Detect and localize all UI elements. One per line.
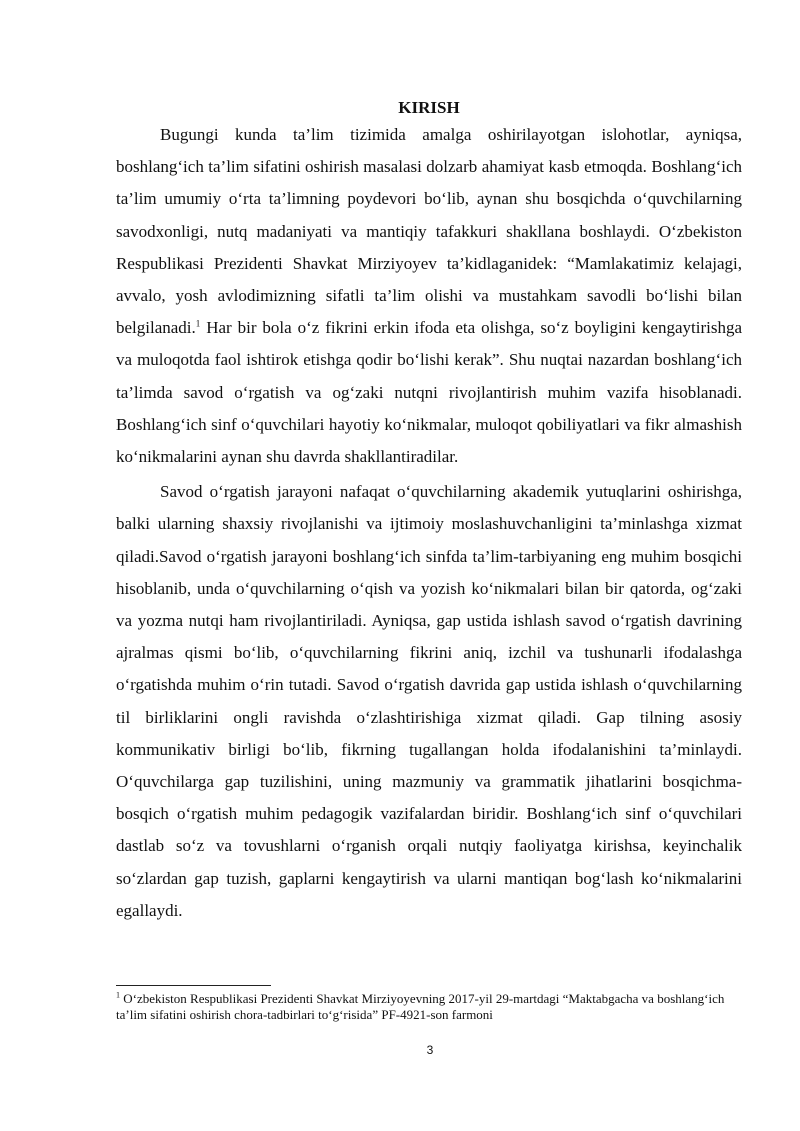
paragraph-2: Savod o‘rgatish jarayoni nafaqat o‘quvchilarning akademik yutuqlarini oshirishga, balki ularning shaxsiy rivojlanishi va ijtimoiy moslashuvchanligini ta’minlashga xizmat qiladi.Savod o‘rgatish jarayoni boshlang‘ich sinfda ta’lim-tarbiyaning eng muhim bosqichi hisoblanib, unda o‘quvchilarning o‘qish va yozish ko‘nikmalari bilan bir qatorda, og‘zaki va yozma nutqi ham rivojlantiriladi. Ayniqsa, gap ustida ishlash savod o‘rgatish davrining ajralmas qismi bo‘lib, o‘quvchilarning fikrini aniq, izchil va tushunarli ifodalashga o‘rgatishda muhim o‘rin tutadi. Savod o‘rgatish davrida gap ustida ishlash o‘quvchilarning til birliklarini ongli ravishda o‘zlashtirishiga xizmat qiladi. Gap tilning asosiy kommunikativ birligi bo‘lib, fikrning tugallangan holda ifodalanishini ta’minlaydi. O‘quvchilarga gap tuzilishini, uning mazmuniy va grammatik jihatlarini bosqichma-bosqich o‘rgatish muhim pedagogik vazifalardan biridir. Boshlang‘ich sinf o‘quvchilari dastlab so‘z va tovushlarni o‘rganish orqali nutqiy faoliyatga kirishsa, keyinchalik so‘zlardan gap tuzish, gaplarni kengaytirish va ularni mantiqan bog‘lash ko‘nikmalarini egallaydi.	[116, 482, 742, 920]
paragraph-1	[116, 119, 742, 473]
paragraph-1-text-a: Bugungi kunda ta’lim tizimida amalga oshirilayotgan islohotlar, ayniqsa, boshlang‘ich ta’lim sifatini oshirish masalasi dolzarb ahamiyat kasb etmoqda. Boshlang‘ich ta’lim umumiy o‘rta ta’limning poydevori bo‘lib, aynan shu bosqichda o‘quvchilarning savodxonligi, nutq madaniyati va mantiqiy tafakkuri shakllana boshlaydi. O‘zbekiston Respublikasi Prezidenti Shavkat Mirziyoyev ta’kidlaganidek: “Mamlakatimiz kelajagi, avvalo, yosh avlodimizning sifatli ta’lim olishi va mustahkam savodli bo‘lishi bilan belgilanadi.	[116, 125, 742, 338]
footnote-reference[interactable]: 1	[195, 318, 201, 329]
page-title: KIRISH	[398, 98, 460, 117]
page-number: 3	[426, 1043, 434, 1057]
footnote-separator	[116, 985, 271, 986]
document-body	[116, 97, 742, 927]
footnote-text: O‘zbekiston Respublikasi Prezidenti Shavkat Mirziyoyevning 2017-yil 29-martdagi “Maktabgacha va boshlang‘ich ta’lim sifatini oshirish chora-tadbirlari to‘g‘risida” PF-4921-son farmoni	[116, 991, 725, 1022]
footnote	[116, 991, 744, 1023]
paragraph-1-text-b: Har bir bola o‘z fikrini erkin ifoda eta olishga, so‘z boyligini kengaytirishga va muloqotda faol ishtirok etishga qodir bo‘lishi kerak”. Shu nuqtai nazardan boshlang‘ich ta’limda savod o‘rgatish va og‘zaki nutqni rivojlantirish muhim vazifa hisoblanadi. Boshlang‘ich sinf o‘quvchilari hayotiy ko‘nikmalar, muloqot qobiliyatlari va fikr almashish ko‘nikmalarini aynan shu davrda shakllantiradilar.	[116, 318, 742, 467]
footnote-marker: 1	[116, 990, 120, 1000]
